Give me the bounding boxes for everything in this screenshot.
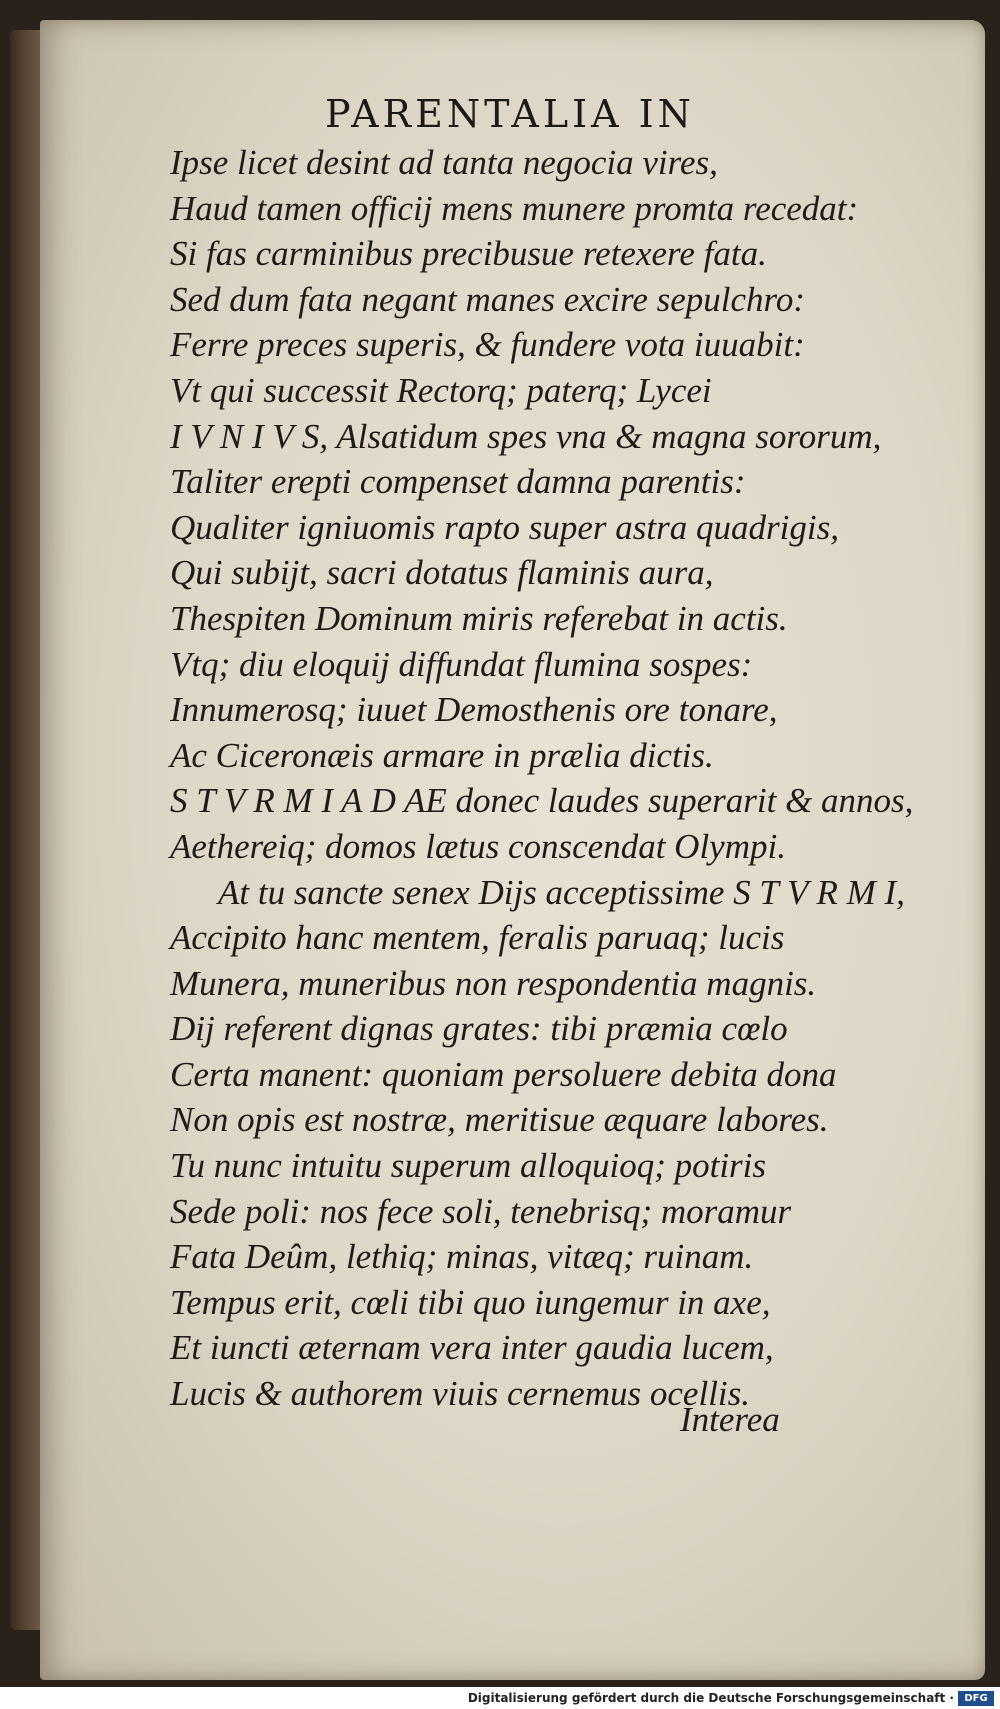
verse-line: Qui subijt, sacri dotatus flaminis aura, (170, 553, 714, 593)
verse-line: Haud tamen officij mens munere promta recedat: (170, 188, 859, 228)
verse-line: Certa manent: quoniam persoluere debita dona (170, 1054, 837, 1094)
verse-line: Non opis est nostræ, meritisue æquare labores. (170, 1100, 829, 1140)
verse-line: Ferre preces superis, & fundere vota iuuabit: (170, 325, 805, 365)
verse-line: Vt qui successit Rectorq; paterq; Lycei (170, 370, 712, 410)
verse-line: Tempus erit, cœli tibi quo iungemur in axe, (170, 1282, 771, 1322)
verse-line: Ipse licet desint ad tanta negocia vires, (170, 143, 718, 182)
verse-line: Ac Ciceronæis armare in prælia dictis. (170, 735, 714, 775)
verse-line: Sed dum fata negant manes excire sepulchro: (170, 279, 806, 319)
verse-line: Vtq; diu eloquij diffundat flumina sospes: (170, 644, 753, 684)
verse-line: Aethereiq; domos lætus conscendat Olympi. (170, 826, 786, 866)
verse-line: Si fas carminibus precibusue retexere fata. (170, 234, 767, 274)
verse-line: Et iuncti æternam vera inter gaudia lucem, (170, 1328, 774, 1368)
verse-block (170, 140, 913, 1417)
catchword: Interea (680, 1400, 780, 1439)
verse-line: Munera, muneribus non respondentia magnis. (170, 963, 817, 1003)
verse-line: Tu nunc intuitu superum alloquioq; potiris (170, 1146, 767, 1186)
verse-line: Sede poli: nos fece soli, tenebrisq; moramur (170, 1191, 792, 1231)
verse-line: Qualiter igniuomis rapto super astra quadrigis, (170, 507, 839, 547)
verse-line: At tu sancte senex Dijs acceptissime S T V R M I, (218, 872, 905, 912)
verse-line: Innumerosq; iuuet Demosthenis ore tonare, (170, 690, 778, 730)
verse-line: Dij referent dignas grates: tibi præmia cœlo (170, 1009, 788, 1049)
verse-line: Taliter erepti compenset damna parentis: (170, 462, 746, 502)
verse-line: Accipito hanc mentem, feralis paruaq; lucis (170, 918, 785, 958)
verse-line: S T V R M I A D AE donec laudes superarit & annos, (170, 781, 914, 821)
funding-credit: Digitalisierung gefördert durch die Deutsche Forschungsgemeinschaft · (467, 1691, 954, 1705)
verse-line: Lucis & authorem viuis cernemus ocellis. (170, 1374, 751, 1414)
dfg-logo-icon: DFG (958, 1691, 994, 1706)
footer-bar (0, 1687, 1000, 1709)
running-head: PARENTALIA IN (325, 92, 695, 136)
verse-line: Thespiten Dominum miris referebat in actis. (170, 598, 788, 638)
verse-line: Fata Deûm, lethiq; minas, vitæq; ruinam. (170, 1237, 754, 1277)
verse-line: I V N I V S, Alsatidum spes vna & magna sororum, (170, 416, 882, 456)
